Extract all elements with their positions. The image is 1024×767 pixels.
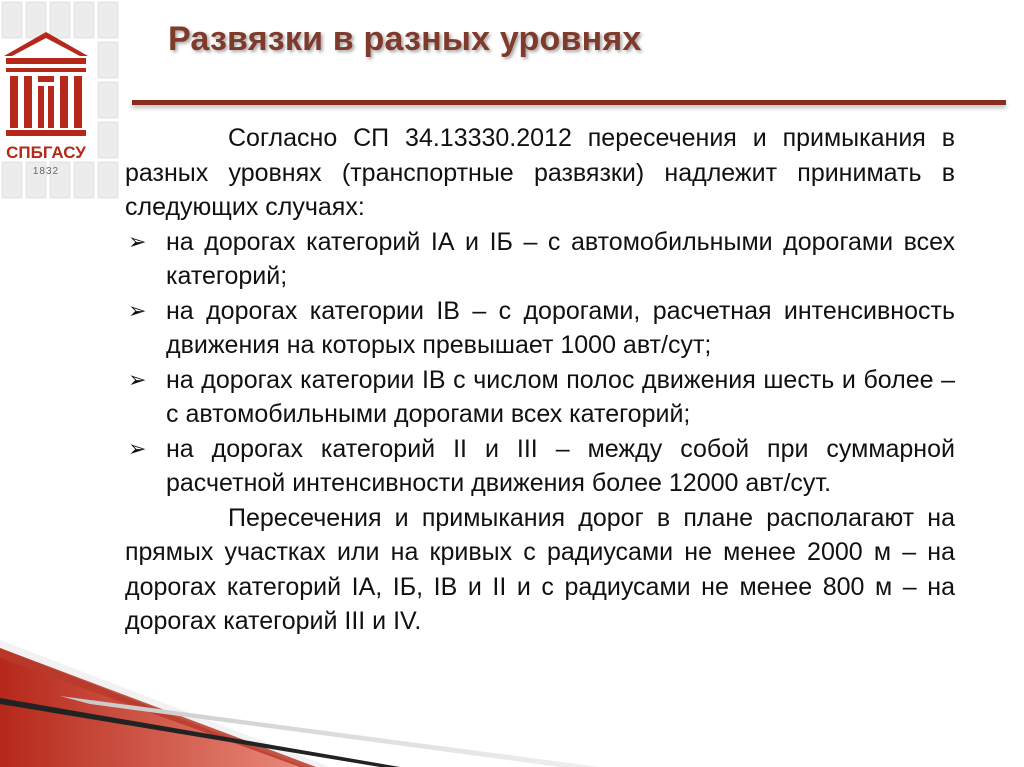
list-item — [125, 363, 955, 432]
bottom-swoosh-decoration — [0, 600, 600, 767]
list-item — [125, 225, 955, 294]
university-logo — [0, 28, 92, 188]
conditions-list — [125, 225, 955, 501]
arrow-head-bullet-icon: ➢ — [128, 435, 147, 461]
list-item-text: на дорогах категорий IА и IБ – с автомобильными дорогами всех категорий; — [166, 227, 955, 290]
arrow-head-bullet-icon: ➢ — [128, 366, 147, 392]
outro-paragraph: Пересечения и примыкания дорог в плане располагают на прямых участках или на кривых с радиусами не менее 2000 м – на дорогах категорий IА, IБ, IВ и II и с радиусами не менее 800 м – на дорогах категорий III и IV. — [125, 503, 955, 635]
list-item-text: на дорогах категорий II и III – между собой при суммарной расчетной интенсивности движения более 12000 авт/сут. — [166, 434, 955, 497]
intro-paragraph: Согласно СП 34.13330.2012 пересечения и примыкания в разных уровнях (транспортные развязки) надлежит принимать в следующих случаях: — [125, 124, 955, 221]
list-item-text: на дорогах категории IВ с числом полос движения шесть и более – с автомобильными дорогами всех категорий; — [166, 365, 955, 428]
list-item — [125, 294, 955, 363]
list-item-text: на дорогах категории IВ – с дорогами, расчетная интенсивность движения на которых превышает 1000 авт/сут; — [166, 296, 955, 359]
slide-title: Развязки в разных уровнях — [168, 20, 642, 58]
slide-content — [125, 121, 955, 639]
logo-year: 1832 — [32, 166, 60, 177]
logo-text: СПБГАСУ — [6, 143, 86, 162]
title-divider — [132, 100, 1006, 105]
arrow-head-bullet-icon: ➢ — [128, 297, 147, 323]
list-item — [125, 432, 955, 501]
arrow-head-bullet-icon: ➢ — [128, 228, 147, 254]
